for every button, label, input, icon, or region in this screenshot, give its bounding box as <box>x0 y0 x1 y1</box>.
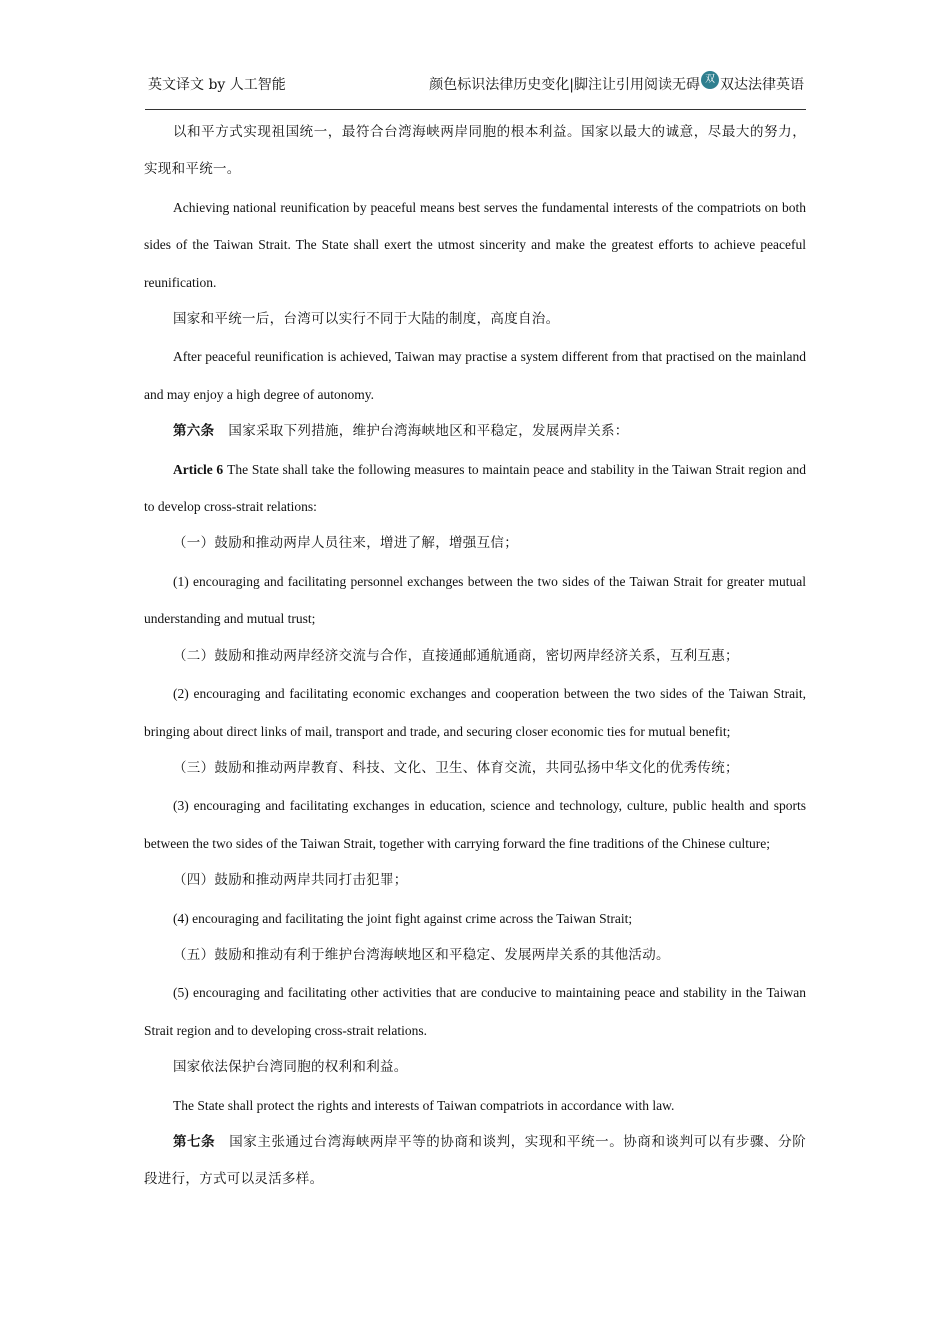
paragraph-en: After peaceful reunification is achieved, Taiwan may practise a system different from that practised on the mainland and may enjoy a high degree of autonomy. <box>144 349 806 402</box>
article-label-en: Article 6 <box>173 461 224 477</box>
brand-logo-icon: 双 <box>701 71 719 89</box>
paragraph-zh: 国家和平统一后，台湾可以实行不同于大陆的制度，高度自治。 <box>173 311 560 328</box>
page-header <box>145 68 806 108</box>
paragraph-en: Achieving national reunification by peaceful means best serves the fundamental interests of the compatriots on both sides of the Taiwan Strait. The State shall exert the utmost sincerity and make the greatest efforts to achieve peaceful reunification. <box>144 199 806 290</box>
paragraph-zh: 国家依法保护台湾同胞的权利和利益。 <box>173 1059 408 1076</box>
paragraph-en: The State shall protect the rights and interests of Taiwan compatriots in accordance with law. <box>173 1097 675 1113</box>
list-item-en: (2) encouraging and facilitating economic exchanges and cooperation between the two sides of the Taiwan Strait, bringing about direct links of mail, transport and trade, and securing closer economic ties for mutual benefit; <box>144 686 806 739</box>
header-brand-name: 双达法律英语 <box>720 77 804 93</box>
list-item-zh: （五）鼓励和推动有利于维护台湾海峡地区和平稳定、发展两岸关系的其他活动。 <box>173 946 670 963</box>
article-text-zh: 国家采取下列措施，维护台湾海峡地区和平稳定，发展两岸关系： <box>228 423 629 440</box>
article-label-zh: 第六条 <box>173 423 215 440</box>
article-label-zh: 第七条 <box>173 1133 216 1150</box>
list-item-zh: （一）鼓励和推动两岸人员往来，增进了解，增强互信； <box>173 535 518 552</box>
list-item-zh: （四）鼓励和推动两岸共同打击犯罪； <box>173 872 408 889</box>
article-text-zh: 国家主张通过台湾海峡两岸平等的协商和谈判，实现和平统一。协商和谈判可以有步骤、分阶段进行，方式可以灵活多样。 <box>144 1133 806 1188</box>
list-item-zh: （三）鼓励和推动两岸教育、科技、文化、卫生、体育交流，共同弘扬中华文化的优秀传统； <box>173 759 739 776</box>
header-tagline <box>429 74 804 94</box>
article-6-en <box>144 451 806 526</box>
list-item-en: (3) encouraging and facilitating exchanges in education, science and technology, culture, public health and sports between the two sides of the Taiwan Strait, together with carrying forward the fine traditions of the Chinese culture; <box>144 798 806 851</box>
header-tagline-text: 颜色标识法律历史变化|脚注让引用阅读无碍 <box>429 77 700 93</box>
article-7-zh <box>144 1124 806 1199</box>
document-body <box>144 114 806 1199</box>
list-item-en: (5) encouraging and facilitating other activities that are conducive to maintaining peace and stability in the Taiwan Strait region and to developing cross-strait relations. <box>144 985 806 1038</box>
list-item-en: (1) encouraging and facilitating personnel exchanges between the two sides of the Taiwan Strait for greater mutual understanding and mutual trust; <box>144 573 806 627</box>
article-6-zh <box>144 413 806 450</box>
header-divider <box>145 109 806 110</box>
list-item-zh: （二）鼓励和推动两岸经济交流与合作，直接通邮通航通商，密切两岸经济关系，互利互惠； <box>173 647 739 664</box>
paragraph-zh: 以和平方式实现祖国统一，最符合台湾海峡两岸同胞的根本利益。国家以最大的诚意，尽最大的努力，实现和平统一。 <box>144 124 806 178</box>
article-text-en: The State shall take the following measures to maintain peace and stability in the Taiwan Strait region and to develop cross-strait relations: <box>144 461 806 515</box>
header-translation-note: 英文译文 by 人工智能 <box>148 77 286 93</box>
list-item-en: (4) encouraging and facilitating the joint fight against crime across the Taiwan Strait; <box>173 910 633 926</box>
